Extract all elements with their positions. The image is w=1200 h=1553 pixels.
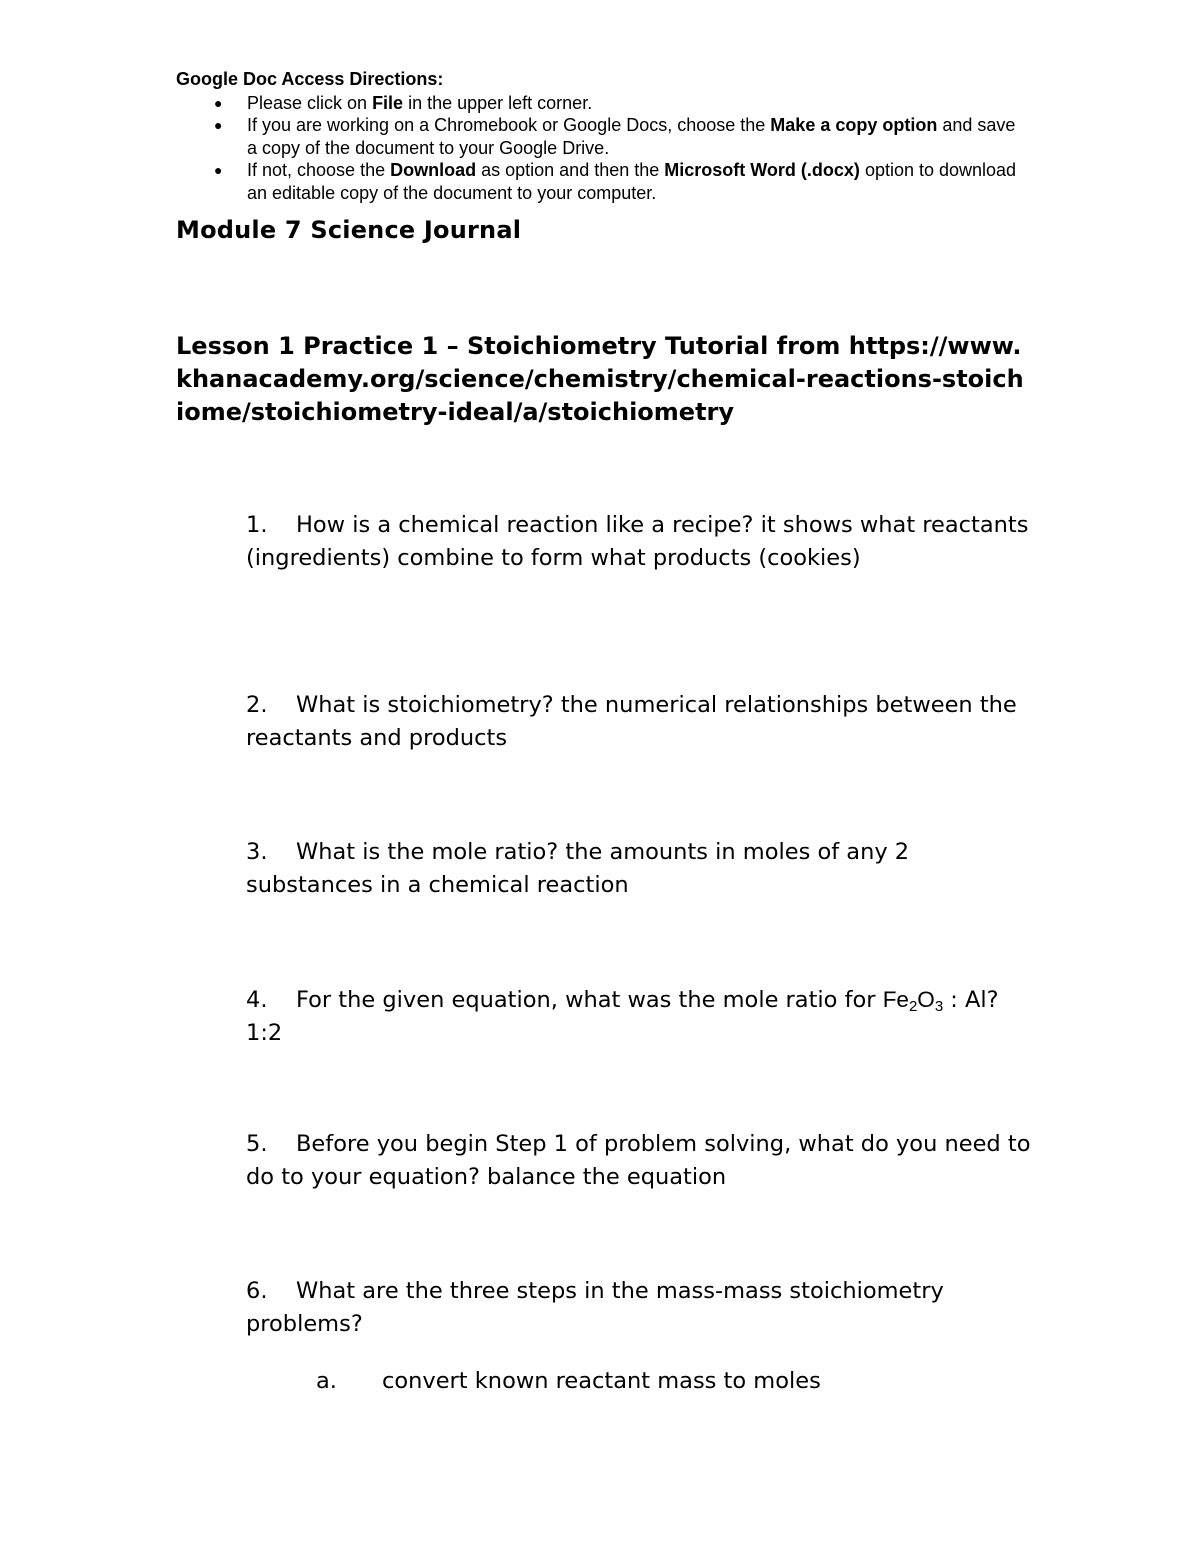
question-text: : Al? 1:2 xyxy=(246,987,999,1046)
question-number: 4. xyxy=(246,987,268,1013)
access-item-bold: Make a copy option xyxy=(770,115,938,135)
access-item-text: as option and then the xyxy=(476,160,665,180)
sub-item-text: convert known reactant mass to moles xyxy=(382,1368,821,1394)
question-5 xyxy=(246,1128,1036,1194)
access-item-bold: File xyxy=(372,92,404,113)
question-number: 3. xyxy=(246,839,268,865)
chemical-formula xyxy=(882,987,944,1015)
question-text: How is a chemical reaction like a recipe? it shows what reactants (ingredients) combine to form what products (cookies) xyxy=(246,512,1029,571)
access-item-text: in the upper left corner. xyxy=(403,92,593,113)
access-item-text: If you are working on a Chromebook or Google Docs, choose the xyxy=(247,115,771,135)
access-directions-title: Google Doc Access Directions: xyxy=(176,69,444,89)
access-item-3 xyxy=(176,159,1026,204)
bullet-icon: ● xyxy=(214,162,223,178)
question-4 xyxy=(246,983,1036,1050)
bullet-icon: ● xyxy=(214,117,223,133)
question-number: 5. xyxy=(246,1131,268,1157)
question-number: 1. xyxy=(246,512,268,538)
access-item-2 xyxy=(176,114,1026,159)
question-2 xyxy=(246,689,1036,755)
bullet-icon: ● xyxy=(214,94,223,111)
access-item-text: Please click on xyxy=(247,92,373,113)
question-text: Before you begin Step 1 of problem solving, what do you need to do to your equation? balance the equation xyxy=(246,1131,1031,1190)
access-item-text: and save a copy of the document to your Google Drive. xyxy=(247,115,1016,158)
module-title: Module 7 Science Journal xyxy=(176,216,522,244)
access-item-bold: Microsoft Word (.docx) xyxy=(664,160,860,180)
sub-item-letter: a. xyxy=(316,1368,337,1394)
access-directions xyxy=(176,68,1026,204)
access-item-bold: Download xyxy=(390,160,477,180)
lesson-heading: Lesson 1 Practice 1 – Stoichiometry Tutorial from https://www.khanacademy.org/science/chemistry/chemical-reactions-stoichiome/stoichiometry-ideal/a/stoichiometry xyxy=(176,332,1024,426)
formula-element: Fe xyxy=(882,987,909,1012)
sub-item-a xyxy=(316,1365,1036,1398)
question-number: 6. xyxy=(246,1278,268,1304)
question-number: 2. xyxy=(246,692,268,718)
formula-element: O xyxy=(917,987,935,1012)
access-item-text: option to download an editable copy of the document to your computer. xyxy=(247,160,1017,203)
question-text: What are the three steps in the mass-mass stoichiometry problems? xyxy=(246,1278,944,1337)
access-directions-list xyxy=(176,92,1026,205)
question-1 xyxy=(246,509,1036,575)
question-3 xyxy=(246,836,1036,902)
access-item-text: If not, choose the xyxy=(247,160,391,180)
question-text: What is the mole ratio? the amounts in moles of any 2 substances in a chemical reaction xyxy=(246,839,910,898)
formula-subscript: 3 xyxy=(934,998,944,1015)
question-text: What is stoichiometry? the numerical relationships between the reactants and products xyxy=(246,692,1017,751)
question-6 xyxy=(246,1275,1036,1341)
question-text: For the given equation, what was the mole ratio for xyxy=(296,987,883,1013)
formula-subscript: 2 xyxy=(908,998,918,1015)
access-item-1 xyxy=(176,92,1026,115)
